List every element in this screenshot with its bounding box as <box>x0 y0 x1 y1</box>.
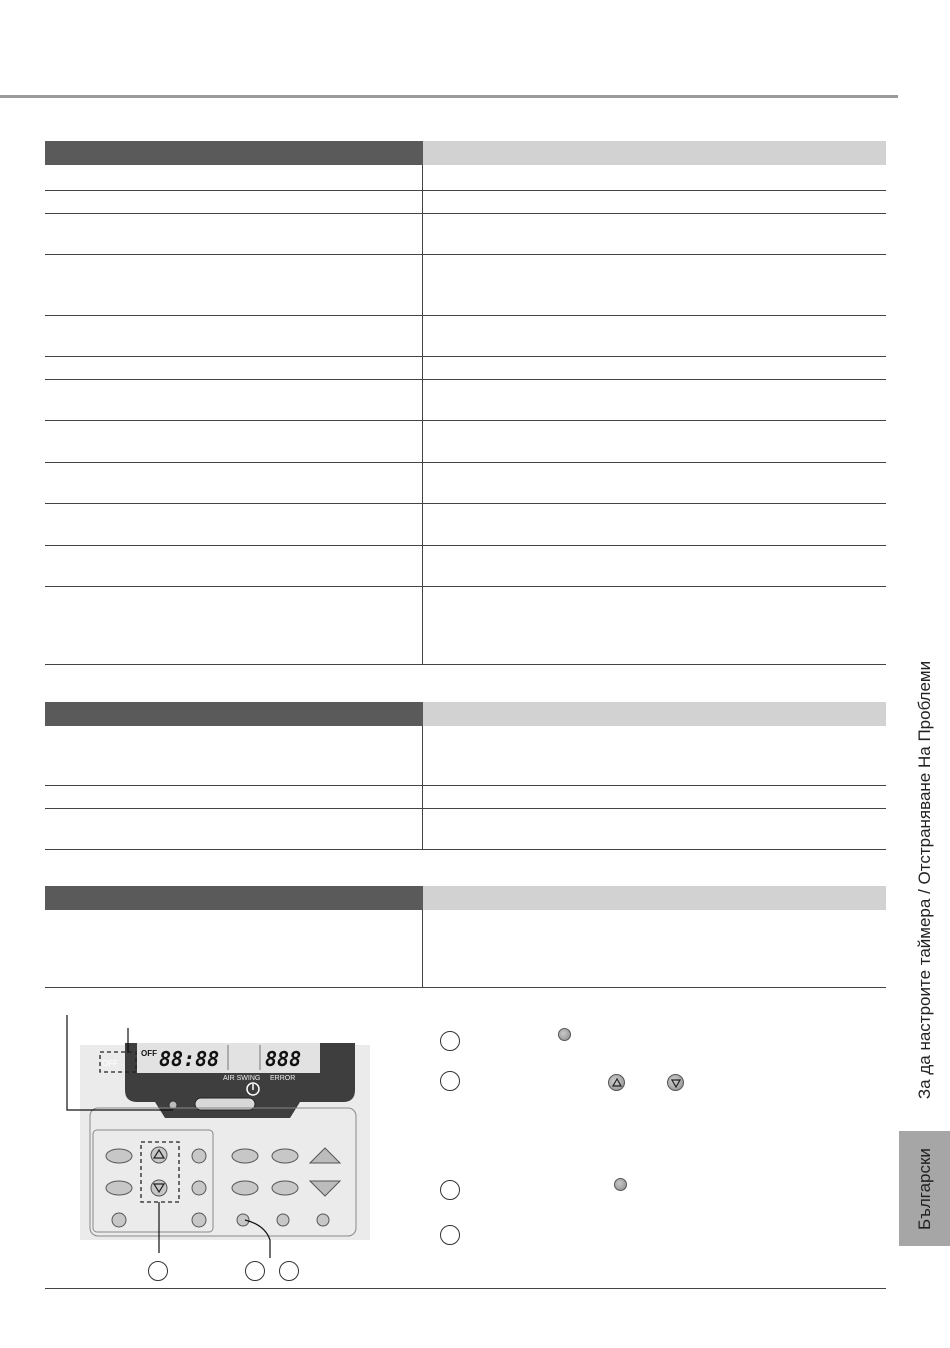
powerful-button[interactable] <box>272 1181 298 1195</box>
timer-on-button[interactable] <box>106 1149 132 1163</box>
table-row <box>45 463 886 504</box>
down-arrow-glyph <box>671 1079 681 1088</box>
top-rule <box>0 95 898 98</box>
check-button-icon <box>614 1178 627 1191</box>
table-row <box>45 910 886 988</box>
callout-circle <box>245 1261 265 1281</box>
table-row <box>45 726 886 786</box>
table-row <box>45 357 886 380</box>
time-down-button[interactable] <box>151 1180 167 1196</box>
table-header <box>45 141 886 165</box>
troubleshooting-table-3 <box>45 886 886 988</box>
table-row <box>45 587 886 665</box>
code-display: 888 <box>265 1047 302 1071</box>
fan-speed-button[interactable] <box>272 1149 298 1163</box>
step-circle <box>440 1225 460 1245</box>
callout-circle <box>279 1261 299 1281</box>
table-row <box>45 255 886 316</box>
timer-button[interactable] <box>192 1213 206 1227</box>
set-button[interactable] <box>192 1149 206 1163</box>
airswing-button[interactable] <box>232 1181 258 1195</box>
table-row <box>45 546 886 587</box>
check-button-icon <box>558 1028 571 1041</box>
mode-button[interactable] <box>232 1149 258 1163</box>
up-arrow-glyph <box>612 1078 622 1087</box>
table-row <box>45 380 886 421</box>
airswing-label: AIR SWING <box>223 1075 261 1082</box>
callout-circle <box>148 1261 168 1281</box>
table-row <box>45 786 886 809</box>
side-title: За да настроите таймера / Отстраняване На Проблеми <box>915 660 935 1100</box>
bottom-rule <box>45 1288 886 1289</box>
table-row <box>45 191 886 214</box>
cancel-button[interactable] <box>192 1181 206 1195</box>
off-indicator: OFF <box>102 1059 118 1068</box>
step-circle <box>440 1031 460 1051</box>
troubleshooting-table-1 <box>45 141 886 665</box>
clock-button[interactable] <box>112 1213 126 1227</box>
language-label: Български <box>915 1147 934 1230</box>
table-row <box>45 214 886 255</box>
timer-off-button[interactable] <box>106 1181 132 1195</box>
table-row <box>45 809 886 850</box>
step-circle <box>440 1071 460 1091</box>
time-display: 88:88 <box>159 1047 220 1071</box>
table-row <box>45 316 886 357</box>
language-tab <box>899 1131 950 1246</box>
table-row <box>45 165 886 191</box>
small-button-2[interactable] <box>277 1214 289 1226</box>
troubleshooting-table-2 <box>45 702 886 850</box>
side-title-tab <box>899 640 950 1120</box>
table-row <box>45 421 886 463</box>
error-label: ERROR <box>270 1075 296 1082</box>
table-header <box>45 702 886 726</box>
remote-control-illustration <box>55 1010 385 1285</box>
table-row <box>45 504 886 546</box>
step-circle <box>440 1180 460 1200</box>
table-header <box>45 886 886 910</box>
small-button-3[interactable] <box>317 1214 329 1226</box>
off-label: OFF <box>141 1049 157 1058</box>
